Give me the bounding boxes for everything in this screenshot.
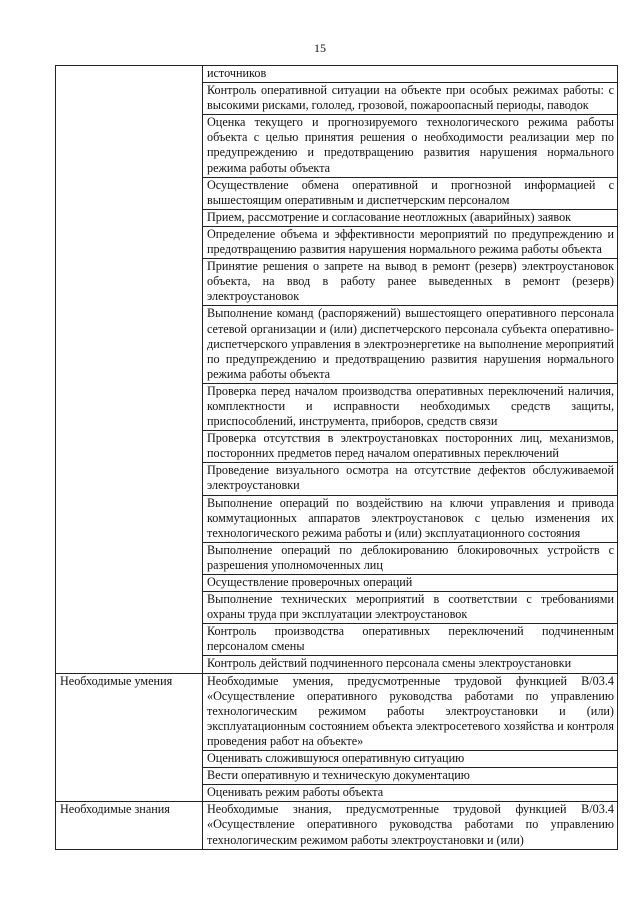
table-cell-text: Оценка текущего и прогнозируемого технологического режима работы объекта с целью принятия решения о необходимости реализации мер по предупреждению и предотвращению развития нарушения нормального режима работы объекта — [203, 115, 618, 177]
table-cell-text: Оценивать режим работы объекта — [203, 785, 618, 802]
table-cell-text: источников — [203, 66, 618, 83]
table-cell-text: Контроль производства оперативных переключений подчиненным персоналом смены — [203, 624, 618, 656]
table-cell-text: Выполнение технических мероприятий в соответствии с требованиями охраны труда при эксплуатации электроустановок — [203, 592, 618, 624]
table-cell-text: Необходимые знания, предусмотренные трудовой функцией B/03.4 «Осуществление оперативного руководства работами по управлению технологическим режимом работы электроустановки и (или) — [203, 802, 618, 849]
table-cell-text: Контроль действий подчиненного персонала смены электроустановки — [203, 656, 618, 673]
table-cell-text: Проверка отсутствия в электроустановках посторонних лиц, механизмов, посторонних предметов перед началом оперативных переключений — [203, 431, 618, 463]
section-label: Необходимые умения — [56, 673, 203, 802]
table-cell-text: Проведение визуального осмотра на отсутствие дефектов обслуживаемой электроустановки — [203, 463, 618, 495]
page-number: 15 — [314, 41, 326, 55]
table-cell-text: Прием, рассмотрение и согласование неотложных (аварийных) заявок — [203, 209, 618, 226]
table-cell-text: Выполнение команд (распоряжений) вышестоящего оперативного персонала сетевой организации и (или) диспетчерского персонала субъекта оперативно-диспетчерского управления в электроэнергетике на выполнение мероприятий по предупреждению и предотвращению развития нарушения нормального режима работы объекта — [203, 306, 618, 383]
section-label — [56, 66, 203, 674]
table-cell-text: Контроль оперативной ситуации на объекте при особых режимах работы: с высокими рисками, гололед, грозовой, пожароопасный периоды, паводок — [203, 83, 618, 115]
table-cell-text: Осуществление проверочных операций — [203, 575, 618, 592]
table-cell-text: Выполнение операций по деблокированию блокировочных устройств с разрешения уполномоченных лиц — [203, 542, 618, 574]
table-cell-text: Осуществление обмена оперативной и прогнозной информацией с вышестоящим оперативным и диспетчерским персоналом — [203, 177, 618, 209]
table-cell-text: Определение объема и эффективности мероприятий по предупреждению и предотвращению развития нарушения нормального режима работы объекта — [203, 226, 618, 258]
table-cell-text: Оценивать сложившуюся оперативную ситуацию — [203, 751, 618, 768]
table-cell-text: Принятие решения о запрете на вывод в ремонт (резерв) электроустановок объекта, на ввод в работу ранее выведенных в ремонт (резерв) электроустановок — [203, 259, 618, 306]
table-cell-text: Необходимые умения, предусмотренные трудовой функцией B/03.4 «Осуществление оперативного руководства работами по управлению технологическим режимом работы электроустановки и (или) эксплуатационным состоянием объекта электросетевого хозяйства и контроля проведения работ на объекте» — [203, 673, 618, 750]
table-row — [56, 673, 618, 750]
table-cell-text: Выполнение операций по воздействию на ключи управления и привода коммутационных аппаратов электроустановок с целью изменения их технологического режима работы и (или) эксплуатационного состояния — [203, 495, 618, 542]
section-label: Необходимые знания — [56, 802, 203, 849]
table-row — [56, 66, 618, 83]
table-cell-text: Проверка перед началом производства оперативных переключений наличия, комплектности и исправности необходимых средств защиты, приспособлений, инструмента, приборов, средств связи — [203, 383, 618, 430]
table-row — [56, 802, 618, 849]
table-body — [56, 66, 618, 850]
competency-table — [55, 65, 618, 850]
table-cell-text: Вести оперативную и техническую документацию — [203, 768, 618, 785]
